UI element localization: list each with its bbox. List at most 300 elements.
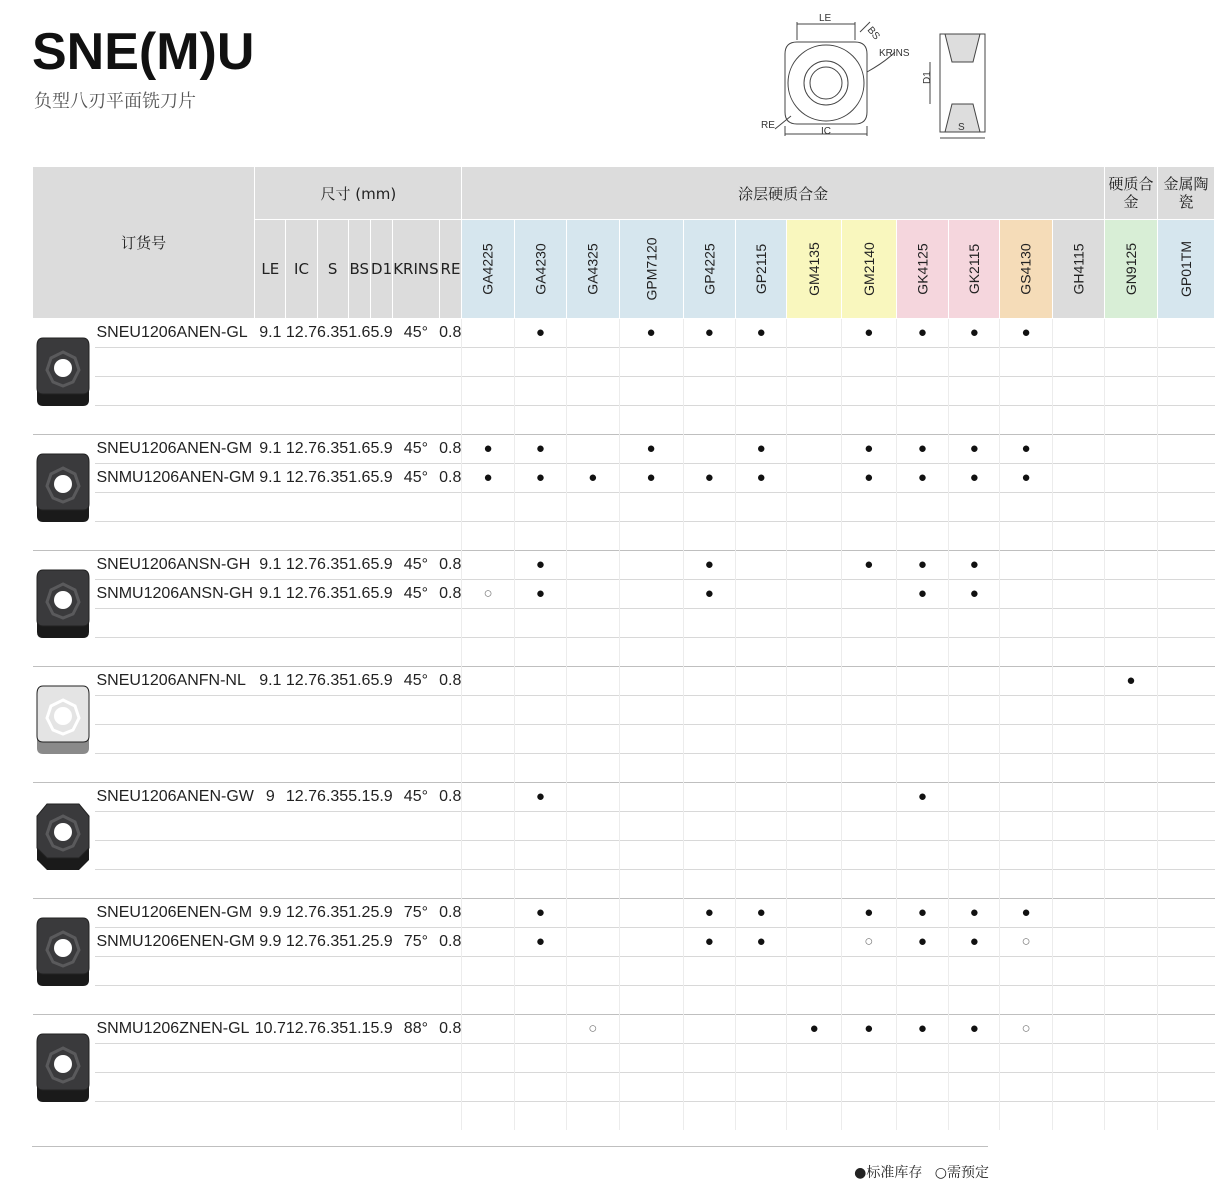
grade-availability-cell <box>735 551 786 580</box>
grade-header-gm4135 <box>787 220 842 319</box>
grade-availability-cell <box>683 667 735 696</box>
order-code-cell <box>95 638 255 667</box>
dimension-cell <box>393 870 439 899</box>
grade-availability-cell <box>787 319 842 348</box>
dimension-cell <box>255 696 286 725</box>
grade-availability-cell <box>1158 348 1215 377</box>
grade-availability-cell <box>787 348 842 377</box>
table-row <box>33 1015 1215 1044</box>
grade-availability-cell <box>619 667 683 696</box>
dimension-cell <box>370 725 392 754</box>
in-stock-mark: ● <box>969 324 979 341</box>
grade-availability-cell <box>787 899 842 928</box>
grade-availability-cell <box>896 841 948 870</box>
table-row <box>33 812 1215 841</box>
grade-availability-cell <box>841 1073 896 1102</box>
diagram-label-ic: IC <box>821 126 831 137</box>
dimension-cell <box>317 812 348 841</box>
table-row <box>33 754 1215 783</box>
grade-availability-cell <box>1000 464 1052 493</box>
grade-availability-cell <box>462 1015 514 1044</box>
grade-availability-cell <box>683 348 735 377</box>
dimension-cell <box>439 957 462 986</box>
on-order-mark: ○ <box>864 933 874 950</box>
grade-availability-cell <box>841 1102 896 1131</box>
grade-availability-cell <box>567 928 619 957</box>
dimension-cell: 5.9 <box>370 319 392 348</box>
dimension-cell <box>393 725 439 754</box>
grade-availability-cell <box>1158 667 1215 696</box>
diagram-label-bs: BS <box>864 24 882 43</box>
grade-availability-cell <box>1104 1015 1157 1044</box>
grade-availability-cell <box>1104 580 1157 609</box>
order-code-cell <box>95 1073 255 1102</box>
grade-availability-cell <box>619 1044 683 1073</box>
in-stock-mark: ● <box>535 788 545 805</box>
grade-availability-cell <box>1104 667 1157 696</box>
grade-header-gpm7120 <box>619 220 683 319</box>
grade-availability-cell <box>841 667 896 696</box>
grade-availability-cell <box>949 812 1000 841</box>
grade-availability-cell <box>841 551 896 580</box>
grade-availability-cell <box>1158 870 1215 899</box>
grade-availability-cell <box>1000 986 1052 1015</box>
table-row <box>33 841 1215 870</box>
grade-availability-cell <box>683 696 735 725</box>
grade-availability-cell <box>841 580 896 609</box>
grade-availability-cell <box>619 522 683 551</box>
dimension-cell <box>255 609 286 638</box>
grade-availability-cell <box>683 522 735 551</box>
grade-availability-cell <box>1000 319 1052 348</box>
dimension-cell <box>255 638 286 667</box>
dimension-cell <box>317 638 348 667</box>
in-stock-mark: ● <box>809 1020 819 1037</box>
grade-availability-cell <box>1158 928 1215 957</box>
grade-availability-cell <box>567 580 619 609</box>
dimension-cell <box>317 377 348 406</box>
grade-availability-cell <box>949 464 1000 493</box>
dimension-cell: 45° <box>393 580 439 609</box>
in-stock-mark: ● <box>535 469 545 486</box>
page-title: SNE(M)U <box>32 23 255 81</box>
grade-availability-cell <box>567 696 619 725</box>
grade-availability-cell <box>896 696 948 725</box>
dimension-cell: 5.9 <box>370 435 392 464</box>
dimension-cell <box>370 1102 392 1131</box>
dim-header-d1: D1 <box>370 220 392 319</box>
dimension-cell <box>255 754 286 783</box>
in-stock-mark: ● <box>756 324 766 341</box>
dimension-cell <box>370 841 392 870</box>
grade-availability-cell <box>1052 928 1104 957</box>
grade-availability-cell <box>896 406 948 435</box>
grade-availability-cell <box>841 725 896 754</box>
grade-availability-cell <box>787 928 842 957</box>
grade-availability-cell <box>683 754 735 783</box>
grade-label: GK4125 <box>914 243 931 295</box>
grade-availability-cell <box>683 1073 735 1102</box>
grade-availability-cell <box>567 1073 619 1102</box>
in-stock-mark: ● <box>704 904 714 921</box>
in-stock-mark: ● <box>917 324 927 341</box>
grade-availability-cell <box>1052 319 1104 348</box>
grade-availability-cell <box>1000 377 1052 406</box>
table-row <box>33 377 1215 406</box>
dimension-cell <box>393 522 439 551</box>
dimension-cell: 9 <box>255 783 286 812</box>
grade-availability-cell <box>514 1044 566 1073</box>
grade-label: GA4225 <box>480 243 497 295</box>
grade-availability-cell <box>735 667 786 696</box>
grade-availability-cell <box>896 928 948 957</box>
grade-header-gp2115 <box>735 220 786 319</box>
dimension-cell <box>439 493 462 522</box>
grade-availability-cell <box>1104 725 1157 754</box>
order-code-cell: SNEU1206ANEN-GL <box>95 319 255 348</box>
grade-availability-cell <box>1052 609 1104 638</box>
grade-availability-cell <box>841 638 896 667</box>
dimension-cell <box>255 493 286 522</box>
grade-availability-cell <box>841 957 896 986</box>
grade-availability-cell <box>462 986 514 1015</box>
grade-label: GK2115 <box>966 243 983 295</box>
order-code-cell: SNEU1206ANEN-GM <box>95 435 255 464</box>
dimension-cell <box>370 377 392 406</box>
grade-availability-cell <box>841 928 896 957</box>
grade-availability-cell <box>896 1073 948 1102</box>
grade-availability-cell <box>462 928 514 957</box>
grade-availability-cell <box>619 754 683 783</box>
grade-availability-cell <box>1158 493 1215 522</box>
grade-availability-cell <box>841 986 896 1015</box>
dimension-cell: 45° <box>393 464 439 493</box>
grade-availability-cell <box>1158 1015 1215 1044</box>
grade-availability-cell <box>462 464 514 493</box>
dimension-cell <box>255 348 286 377</box>
dimension-cell <box>370 522 392 551</box>
dimension-cell <box>317 522 348 551</box>
grade-availability-cell <box>841 841 896 870</box>
grade-availability-cell <box>1104 928 1157 957</box>
dimension-cell <box>286 986 317 1015</box>
grade-availability-cell <box>949 348 1000 377</box>
dimension-cell: 5.9 <box>370 551 392 580</box>
table-row <box>33 609 1215 638</box>
in-stock-mark: ● <box>917 904 927 921</box>
in-stock-mark: ● <box>864 1020 874 1037</box>
dimension-cell <box>286 696 317 725</box>
grade-availability-cell <box>841 348 896 377</box>
in-stock-mark: ● <box>917 440 927 457</box>
order-code-cell <box>95 986 255 1015</box>
dimension-cell: 6.35 <box>317 319 348 348</box>
table-row <box>33 348 1215 377</box>
grade-label: GA4325 <box>584 243 601 295</box>
dimension-cell: 6.35 <box>317 783 348 812</box>
grade-availability-cell <box>1052 638 1104 667</box>
grade-availability-cell <box>1158 609 1215 638</box>
dim-header-ic: IC <box>286 220 317 319</box>
grade-availability-cell <box>735 696 786 725</box>
grade-availability-cell <box>619 928 683 957</box>
grade-availability-cell <box>896 551 948 580</box>
grade-availability-cell <box>567 1015 619 1044</box>
grade-availability-cell <box>841 522 896 551</box>
grade-availability-cell <box>735 377 786 406</box>
square-insert-icon-dark <box>33 916 95 992</box>
grade-availability-cell <box>1158 580 1215 609</box>
grade-availability-cell <box>1052 783 1104 812</box>
grade-availability-cell <box>567 406 619 435</box>
grade-label: GM4135 <box>806 242 823 296</box>
grade-availability-cell <box>787 435 842 464</box>
grade-availability-cell <box>567 957 619 986</box>
in-stock-mark: ● <box>917 933 927 950</box>
grade-availability-cell <box>787 580 842 609</box>
grade-label: GP2115 <box>753 243 770 295</box>
order-code-cell <box>95 522 255 551</box>
dimension-cell <box>439 406 462 435</box>
in-stock-mark: ● <box>864 904 874 921</box>
grade-availability-cell <box>514 1073 566 1102</box>
grade-availability-cell <box>1158 783 1215 812</box>
grade-availability-cell <box>567 812 619 841</box>
grade-availability-cell <box>1000 696 1052 725</box>
dimension-cell <box>348 870 370 899</box>
dimension-cell <box>348 812 370 841</box>
in-stock-mark: ● <box>483 469 493 486</box>
in-stock-mark: ● <box>969 1020 979 1037</box>
grade-availability-cell <box>735 406 786 435</box>
grade-availability-cell <box>619 812 683 841</box>
grade-availability-cell <box>1052 870 1104 899</box>
grade-availability-cell <box>1052 754 1104 783</box>
dimension-cell: 9.1 <box>255 667 286 696</box>
dimension-cell <box>317 870 348 899</box>
grade-label: GM2140 <box>860 242 877 296</box>
grade-availability-cell <box>1158 754 1215 783</box>
grade-availability-cell <box>683 783 735 812</box>
diagram-label-krins: KRINS <box>879 48 910 59</box>
grade-availability-cell <box>619 841 683 870</box>
grade-availability-cell <box>735 783 786 812</box>
grade-availability-cell <box>514 841 566 870</box>
grade-availability-cell <box>1158 812 1215 841</box>
dimension-cell: 1.6 <box>348 667 370 696</box>
grade-header-ga4230 <box>514 220 566 319</box>
grade-availability-cell <box>567 435 619 464</box>
grade-availability-cell <box>514 986 566 1015</box>
dimension-cell <box>286 377 317 406</box>
grade-availability-cell <box>683 1015 735 1044</box>
order-code-cell <box>95 1044 255 1073</box>
availability-legend <box>846 1162 989 1182</box>
dimension-cell <box>370 696 392 725</box>
grade-availability-cell <box>1052 986 1104 1015</box>
in-stock-mark: ● <box>704 933 714 950</box>
grade-availability-cell <box>514 580 566 609</box>
dimension-cell: 6.35 <box>317 1015 348 1044</box>
dimension-cell <box>370 957 392 986</box>
grade-availability-cell <box>841 377 896 406</box>
grade-availability-cell <box>841 406 896 435</box>
grade-availability-cell <box>1000 1044 1052 1073</box>
grade-header-gp4225 <box>683 220 735 319</box>
grade-header-gk4125 <box>896 220 948 319</box>
grade-availability-cell <box>462 1044 514 1073</box>
grade-availability-cell <box>787 957 842 986</box>
dimension-cell: 12.7 <box>286 783 317 812</box>
dim-header-s: S <box>317 220 348 319</box>
order-code-cell <box>95 754 255 783</box>
table-row <box>33 986 1215 1015</box>
grade-availability-cell <box>514 609 566 638</box>
grade-availability-cell <box>896 957 948 986</box>
grade-availability-cell <box>1104 638 1157 667</box>
dimension-cell: 5.9 <box>370 667 392 696</box>
dimension-cell <box>370 1044 392 1073</box>
grade-availability-cell <box>949 986 1000 1015</box>
grade-header-gp01tm <box>1158 220 1215 319</box>
in-stock-mark: ● <box>1021 324 1031 341</box>
grade-availability-cell <box>949 899 1000 928</box>
dimension-cell <box>439 522 462 551</box>
grade-availability-cell <box>462 899 514 928</box>
grade-availability-cell <box>735 493 786 522</box>
grade-availability-cell <box>514 435 566 464</box>
grade-availability-cell <box>841 609 896 638</box>
grade-availability-cell <box>841 783 896 812</box>
grade-availability-cell <box>1104 899 1157 928</box>
grade-availability-cell <box>1104 783 1157 812</box>
grade-availability-cell <box>567 667 619 696</box>
dimension-cell <box>255 522 286 551</box>
in-stock-mark: ● <box>864 440 874 457</box>
dimension-cell: 12.7 <box>286 899 317 928</box>
dimension-cell: 1.2 <box>348 899 370 928</box>
dimension-cell <box>348 406 370 435</box>
grade-availability-cell <box>619 696 683 725</box>
dimension-cell <box>317 696 348 725</box>
on-order-mark: ○ <box>1021 1020 1031 1037</box>
table-row <box>33 1044 1215 1073</box>
grade-availability-cell <box>462 377 514 406</box>
grade-availability-cell <box>567 493 619 522</box>
grade-availability-cell <box>949 1015 1000 1044</box>
insert-image <box>33 899 95 1015</box>
grade-availability-cell <box>1158 377 1215 406</box>
dimension-cell: 10.7 <box>255 1015 286 1044</box>
grade-availability-cell <box>787 493 842 522</box>
dimension-cell <box>286 754 317 783</box>
grade-availability-cell <box>619 406 683 435</box>
order-code-cell <box>95 377 255 406</box>
grade-availability-cell <box>787 1073 842 1102</box>
order-code-cell <box>95 406 255 435</box>
in-stock-mark: ● <box>917 469 927 486</box>
grade-header-gh4115 <box>1052 220 1104 319</box>
grade-availability-cell <box>1052 667 1104 696</box>
grade-availability-cell <box>841 435 896 464</box>
grade-availability-cell <box>735 870 786 899</box>
grade-availability-cell <box>1000 1073 1052 1102</box>
dimension-cell: 5.9 <box>370 580 392 609</box>
dimension-cell <box>255 1044 286 1073</box>
grade-availability-cell <box>841 754 896 783</box>
in-stock-mark: ● <box>917 1020 927 1037</box>
grade-availability-cell <box>841 319 896 348</box>
grade-availability-cell <box>1000 899 1052 928</box>
order-code-cell: SNEU1206ANEN-GW <box>95 783 255 812</box>
dimension-cell: 45° <box>393 783 439 812</box>
grade-availability-cell <box>683 551 735 580</box>
grade-label: GS4130 <box>1018 243 1035 295</box>
dimension-cell <box>393 1044 439 1073</box>
grade-availability-cell <box>949 725 1000 754</box>
grade-availability-cell <box>1158 406 1215 435</box>
dimension-cell <box>370 609 392 638</box>
grade-availability-cell <box>683 464 735 493</box>
grade-availability-cell <box>1104 522 1157 551</box>
order-code-cell <box>95 696 255 725</box>
dimension-cell <box>393 1102 439 1131</box>
grade-availability-cell <box>514 406 566 435</box>
grade-availability-cell <box>1104 551 1157 580</box>
grade-availability-cell <box>567 725 619 754</box>
grade-availability-cell <box>949 957 1000 986</box>
dimension-cell <box>393 406 439 435</box>
dimension-cell <box>286 1073 317 1102</box>
dimension-cell <box>439 841 462 870</box>
grade-availability-cell <box>619 348 683 377</box>
table-row <box>33 928 1215 957</box>
grade-availability-cell <box>1000 493 1052 522</box>
grade-availability-cell <box>567 348 619 377</box>
grade-availability-cell <box>683 435 735 464</box>
dimension-cell <box>255 841 286 870</box>
grade-availability-cell <box>896 580 948 609</box>
grade-availability-cell <box>462 841 514 870</box>
dimension-cell <box>439 696 462 725</box>
dimension-cell <box>286 725 317 754</box>
grade-availability-cell <box>683 319 735 348</box>
grade-availability-cell <box>1158 638 1215 667</box>
grade-availability-cell <box>619 638 683 667</box>
grade-availability-cell <box>1158 899 1215 928</box>
in-stock-mark: ● <box>969 585 979 602</box>
grade-availability-cell <box>619 1102 683 1131</box>
grade-availability-cell <box>896 377 948 406</box>
grade-header-ga4225 <box>462 220 514 319</box>
grade-availability-cell <box>787 725 842 754</box>
grade-availability-cell <box>567 783 619 812</box>
page-subtitle: 负型八刃平面铣刀片 <box>34 91 196 112</box>
grade-availability-cell <box>567 870 619 899</box>
grade-availability-cell <box>949 609 1000 638</box>
grade-availability-cell <box>787 377 842 406</box>
in-stock-mark: ● <box>535 440 545 457</box>
grade-availability-cell <box>1104 841 1157 870</box>
dimension-cell: 1.6 <box>348 464 370 493</box>
grade-availability-cell <box>1158 464 1215 493</box>
grade-availability-cell <box>1000 522 1052 551</box>
grade-availability-cell <box>1158 957 1215 986</box>
dimension-cell: 9.1 <box>255 580 286 609</box>
grade-availability-cell <box>1000 812 1052 841</box>
grade-availability-cell <box>735 638 786 667</box>
grade-availability-cell <box>514 870 566 899</box>
